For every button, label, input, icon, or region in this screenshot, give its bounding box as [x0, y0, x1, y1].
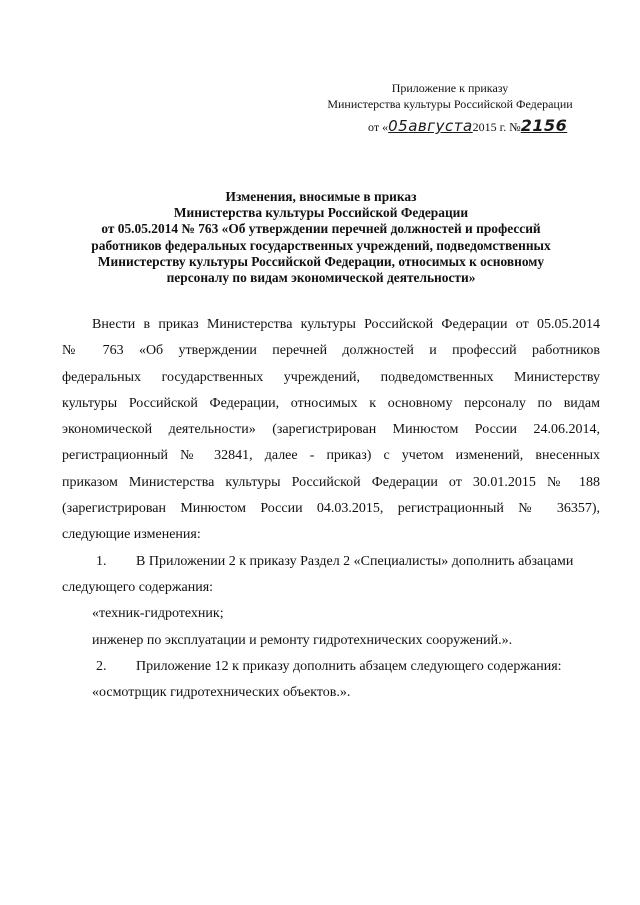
intro-line: федеральных государственных учреждений, подведомственных Министерству: [62, 369, 600, 385]
list-item-text: В Приложении 2 к приказу Раздел 2 «Специалисты» дополнить абзацами: [136, 553, 574, 569]
intro-line: Внести в приказ Министерства культуры Российской Федерации от 05.05.2014: [92, 317, 600, 332]
list-item-number: 1.: [96, 553, 107, 569]
list-item-2: [96, 654, 600, 680]
intro-line: № 763 «Об утверждении перечней должностей и профессий работников: [62, 343, 600, 359]
title-line: Министерства культуры Российской Федерации: [173, 205, 469, 221]
quoted-addition-line: инженер по эксплуатации и ремонту гидротехнических сооружений.».: [92, 632, 513, 648]
intro-line: следующие изменения:: [62, 527, 201, 543]
order-year-text: 2015 г. №: [472, 120, 521, 134]
quoted-addition-line: «техник-гидротехник;: [92, 606, 224, 622]
appendix-line-1: Приложение к приказу: [391, 81, 509, 95]
document-title: [60, 189, 582, 286]
title-line: персоналу по видам экономической деятельности»: [166, 270, 476, 286]
list-item-1: [96, 549, 600, 575]
intro-line: приказом Министерства культуры Российской Федерации от 30.01.2015 № 188: [62, 474, 600, 490]
intro-line: экономической деятельности» (зарегистрирован Минюстом России 24.06.2014,: [62, 422, 600, 438]
handwritten-month: августа: [408, 117, 473, 135]
intro-line: регистрационный № 32841, далее - приказ) с учетом изменений, внесенных: [62, 448, 600, 464]
title-line: Министерству культуры Российской Федерации, относимых к основному: [97, 253, 545, 269]
title-line: Изменения, вносимые в приказ: [225, 189, 417, 204]
handwritten-day: 05: [388, 117, 409, 135]
appendix-header: [300, 80, 600, 112]
intro-line: культуры Российской Федерации, относимых к основному персоналу по видам: [62, 395, 600, 411]
title-line: от 05.05.2014 № 763 «Об утверждении перечней должностей и профессий: [101, 221, 541, 237]
document-body: [62, 312, 600, 706]
list-item-text: Приложение 12 к приказу дополнить абзацем следующего содержания:: [136, 658, 562, 674]
list-item-continuation: следующего содержания:: [62, 579, 214, 595]
intro-line: (зарегистрирован Минюстом России 04.03.2015, регистрационный № 36357),: [62, 501, 600, 517]
handwritten-order-number: 2156: [520, 116, 568, 135]
title-line: работников федеральных государственных учреждений, подведомственных: [91, 237, 551, 253]
appendix-line-2: Министерства культуры Российской Федерации: [327, 97, 573, 111]
quoted-addition-line: «осмотрщик гидротехнических объектов.».: [92, 685, 351, 701]
order-reference: [368, 118, 567, 135]
list-item-number: 2.: [96, 658, 107, 674]
order-date-prefix: от «: [368, 120, 389, 134]
